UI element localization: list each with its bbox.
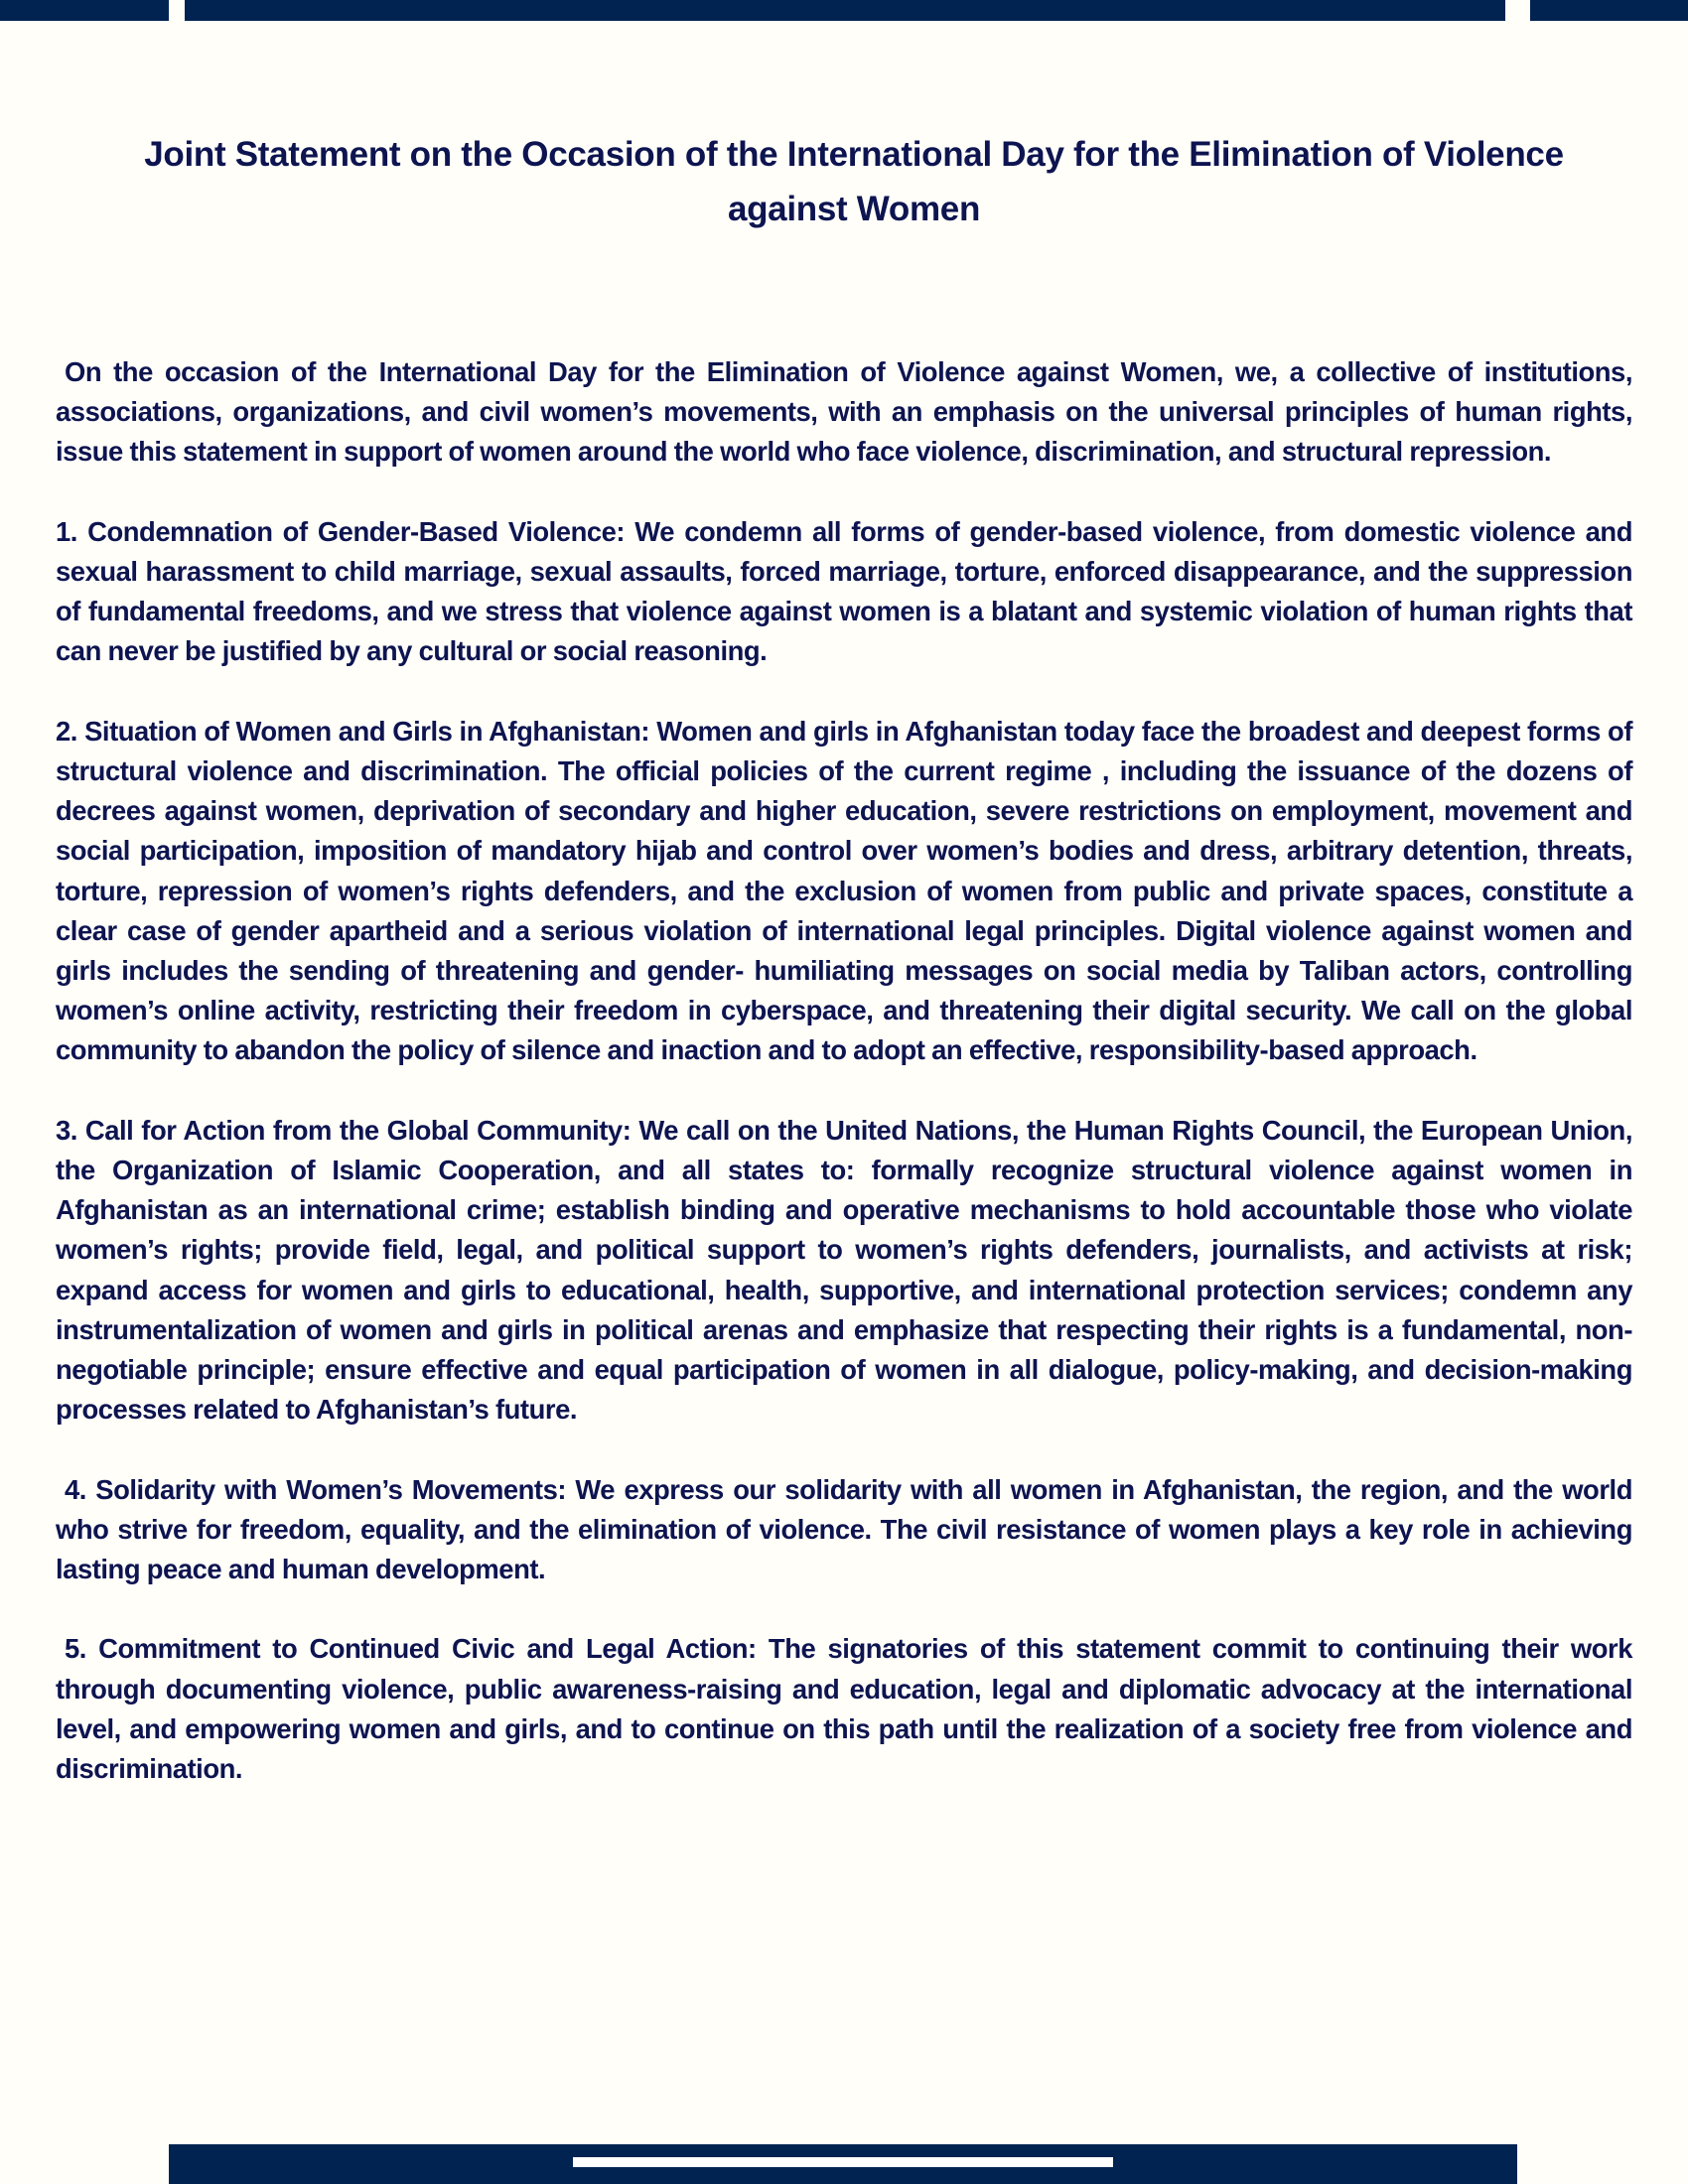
intro-paragraph: On the occasion of the International Day for the Elimination of Violence against Women, we, a collective of institutions, associations, organizations, and civil women’s movements, with an emphasis on the universal principles of human rights, issue this statement in support of women around the world who face violence, discrimination, and structural repression. (56, 356, 1632, 468)
point-2-paragraph: 2. Situation of Women and Girls in Afghanistan: Women and girls in Afghanistan today face the broadest and deepest forms of structural violence and discrimination. The official policies of the current regime , including the issuance of the dozens of decrees against women, deprivation of secondary and higher education, severe restrictions on employment, movement and social participation, imposition of mandatory hijab and control over women’s bodies and dress, arbitrary detention, threats, torture, repression of women’s rights defenders, and the exclusion of women from public and private spaces, constitute a clear case of gender apartheid and a serious violation of international legal principles. Digital violence against women and girls includes the sending of threatening and gender- humiliating messages on social media by Taliban actors, controlling women’s online activity, restricting their freedom in cyberspace, and threatening their digital security. We call on the global community to abandon the policy of silence and inaction and to adopt an effective, responsibility-based approach. (56, 715, 1632, 1066)
header-bar-left (0, 0, 169, 21)
point-3-paragraph: 3. Call for Action from the Global Community: We call on the United Nations, the Human Rights Council, the European Union, the Organization of Islamic Cooperation, and all states to: formally recognize structural violence against women in Afghanistan as an international crime; establish binding and operative mechanisms to hold accountable those who violate women’s rights; provide field, legal, and political support to women’s rights defenders, journalists, and activists at risk; expand access for women and girls to educational, health, supportive, and international protection services; condemn any instrumentalization of women and girls in political arenas and emphasize that respecting their rights is a fundamental, non-negotiable principle; ensure effective and equal participation of women in all dialogue, policy-making, and decision-making processes related to Afghanistan’s future. (56, 1114, 1632, 1426)
point-5-paragraph: 5. Commitment to Continued Civic and Legal Action: The signatories of this statement commit to continuing their work through documenting violence, public awareness-raising and education, legal and diplomatic advocacy at the international level, and empowering women and girls, and to continue on this path until the realization of a society free from violence and discrimination. (56, 1633, 1632, 1785)
point-1-paragraph: 1. Condemnation of Gender-Based Violence: We condemn all forms of gender-based violence, from domestic violence and sexual harassment to child marriage, sexual assaults, forced marriage, torture, enforced disappearance, and the suppression of fundamental freedoms, and we stress that violence against women is a blatant and systemic violation of human rights that can never be justified by any cultural or social reasoning. (56, 515, 1632, 667)
footer-decorative-line (573, 2157, 1113, 2167)
document-title: Joint Statement on the Occasion of the International Day for the Elimination of Violence against Women (144, 135, 1564, 228)
header-bar-middle (185, 0, 1505, 21)
footer-bar (169, 2144, 1517, 2184)
point-4-paragraph: 4. Solidarity with Women’s Movements: We express our solidarity with all women in Afghanistan, the region, and the world who strive for freedom, equality, and the elimination of violence. The civil resistance of women plays a key role in achieving lasting peace and human development. (56, 1473, 1632, 1585)
header-bar-right (1530, 0, 1688, 21)
document-body (56, 352, 1632, 1829)
